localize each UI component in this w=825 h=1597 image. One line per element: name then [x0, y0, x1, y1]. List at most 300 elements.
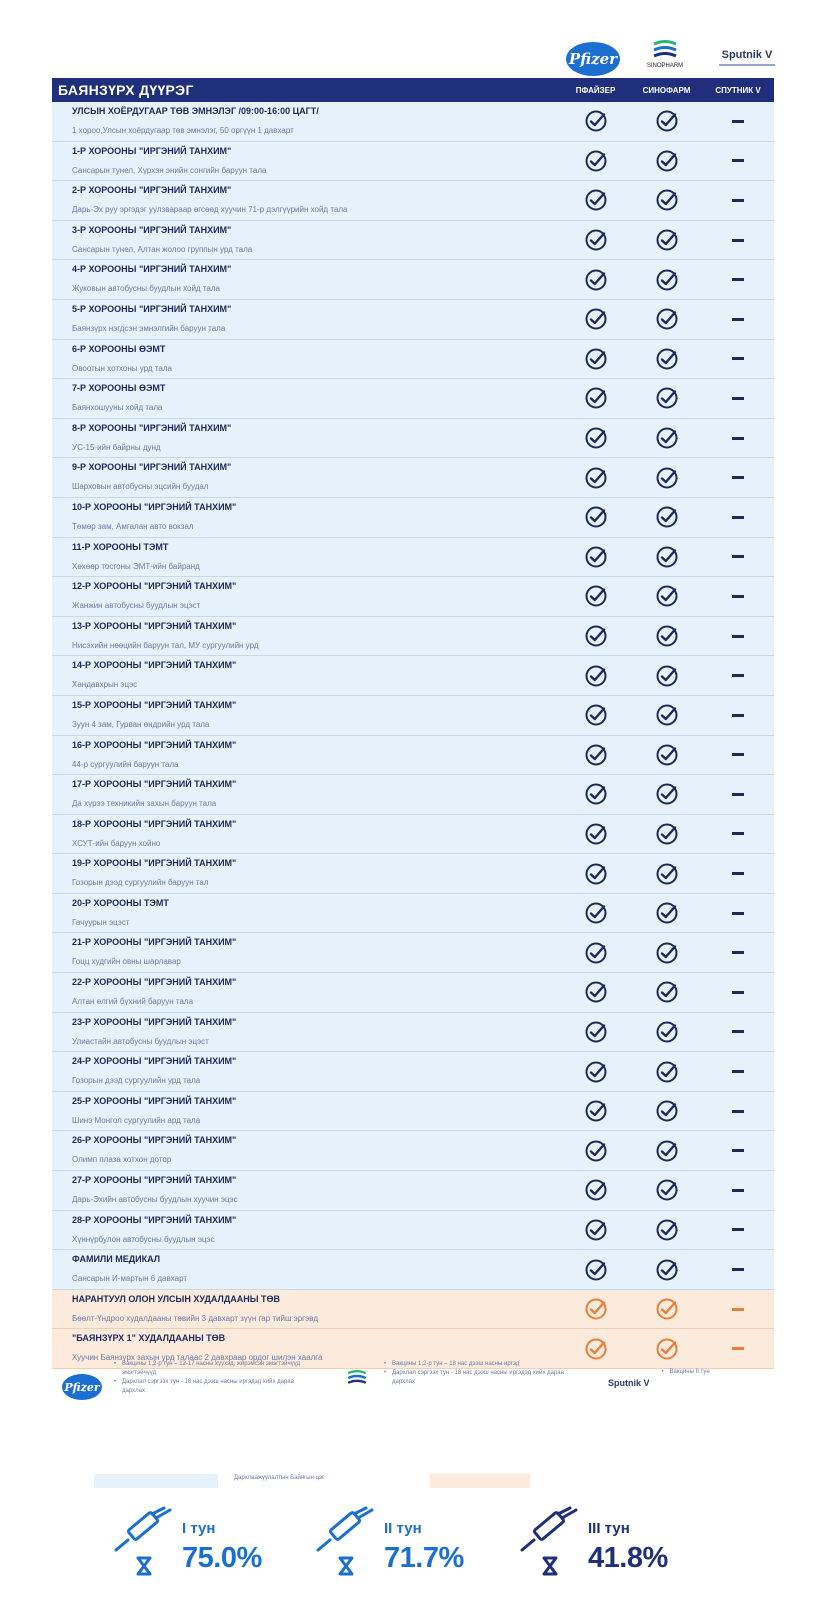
sputnik-note	[608, 1360, 762, 1388]
location-name: 8-Р ХОРООНЫ "ИРГЭНИЙ ТАНХИМ"	[72, 422, 232, 433]
check-circle-icon	[584, 109, 608, 133]
location-info	[52, 736, 560, 775]
table-row	[52, 379, 774, 419]
dash-icon	[732, 1308, 744, 1311]
check-circle-icon	[655, 624, 679, 648]
sinopharm-availability	[631, 1211, 702, 1250]
location-info	[52, 1290, 560, 1329]
location-address: Улиастайн автобусны буудлын эцэст	[72, 1036, 209, 1046]
sinopharm-availability	[631, 815, 702, 854]
pfizer-availability	[560, 1131, 631, 1170]
pfizer-availability	[560, 340, 631, 379]
sinopharm-note-item: • Дархлал сэргээх тун - 18 нас дээш насны иргэдэд хийх дараа дархлах	[384, 1369, 584, 1387]
location-address: Баянхошууны хойд тала	[72, 403, 163, 413]
location-address: Дарь-Эхийн автобусны буудлын хуучин эцэс	[72, 1195, 238, 1205]
dash-icon	[732, 1110, 744, 1113]
check-circle-icon	[584, 466, 608, 490]
location-name: 5-Р ХОРООНЫ "ИРГЭНИЙ ТАНХИМ"	[72, 303, 232, 314]
check-circle-icon	[584, 901, 608, 925]
location-name: 17-Р ХОРООНЫ "ИРГЭНИЙ ТАНХИМ"	[72, 779, 237, 790]
location-info	[52, 498, 560, 537]
dash-icon	[732, 397, 744, 400]
location-name: 15-Р ХОРООНЫ "ИРГЭНИЙ ТАНХИМ"	[72, 699, 237, 710]
location-name: 4-Р ХОРООНЫ "ИРГЭНИЙ ТАНХИМ"	[72, 264, 232, 275]
legend-orange-swatch	[430, 1474, 530, 1488]
sinopharm-availability	[631, 1171, 702, 1210]
pfizer-availability	[560, 1092, 631, 1131]
table-row	[52, 181, 774, 221]
location-name: 22-Р ХОРООНЫ "ИРГЭНИЙ ТАНХИМ"	[72, 977, 237, 988]
check-circle-icon	[584, 743, 608, 767]
sinopharm-availability	[631, 260, 702, 299]
legend-blue-swatch	[94, 1474, 218, 1488]
sputnik-note-list	[662, 1368, 762, 1377]
pfizer-availability	[560, 577, 631, 616]
pfizer-availability	[560, 419, 631, 458]
sinopharm-availability	[631, 617, 702, 656]
location-name: 21-Р ХОРООНЫ "ИРГЭНИЙ ТАНХИМ"	[72, 937, 237, 948]
check-circle-icon	[655, 862, 679, 886]
pfizer-note-item: • Вакцины 1,2-р тун – 12-17 насны хүүхэд, жирэмсэн эмэгтэйчүүд эмэгтэйчүүд	[114, 1360, 314, 1378]
location-address: 1 хороо,Улсын хоёрдугаар төв эмнэлэг, 50 оргүүн 1 давхарт	[72, 126, 294, 135]
location-info	[52, 1171, 560, 1210]
column-header-sinopharm: СИНОФАРМ	[642, 85, 691, 95]
location-info	[52, 1131, 560, 1170]
vaccine-notes	[52, 1360, 774, 1416]
location-info	[52, 1013, 560, 1052]
sinopharm-note-item: • Вакцины 1,2-р тун – 18 нас дээш насны иргэд	[384, 1360, 584, 1369]
pfizer-availability	[560, 260, 631, 299]
location-info	[52, 577, 560, 616]
pfizer-availability	[560, 1250, 631, 1289]
location-name: 2-Р ХОРООНЫ "ИРГЭНИЙ ТАНХИМ"	[72, 185, 232, 196]
location-address: Шарховын автобусны эцсийн буудал	[72, 482, 209, 492]
dash-icon	[732, 555, 744, 558]
sinopharm-note	[342, 1360, 584, 1402]
location-address: Сансарын тунел, Алтан жолоо группын урд тала	[72, 244, 253, 254]
check-circle-icon	[655, 782, 679, 806]
location-info	[52, 379, 560, 418]
sputnik-availability	[702, 181, 774, 220]
pfizer-note-logo	[62, 1374, 102, 1400]
location-info	[52, 696, 560, 735]
location-info	[52, 538, 560, 577]
vaccination-points-table	[52, 78, 774, 1369]
table-row	[52, 736, 774, 776]
location-info	[52, 102, 560, 141]
table-row	[52, 498, 774, 538]
location-name: "БАЯНЗҮРХ 1" ХУДАЛДААНЫ ТӨВ	[72, 1333, 226, 1344]
table-row	[52, 933, 774, 973]
table-row	[52, 1092, 774, 1132]
sinopharm-availability	[631, 1092, 702, 1131]
syringe-icon	[110, 1506, 178, 1578]
table-row	[52, 102, 774, 142]
table-row	[52, 1131, 774, 1171]
legend-blue-label: Дархлаажуулалтын Байнгын цэг	[234, 1475, 325, 1481]
table-row	[52, 1211, 774, 1251]
location-address: Сансарын И-мартын 6 давхарт	[72, 1274, 188, 1284]
pfizer-availability	[560, 538, 631, 577]
location-info	[52, 458, 560, 497]
location-info	[52, 260, 560, 299]
check-circle-icon	[584, 822, 608, 846]
sinopharm-availability	[631, 142, 702, 181]
sinopharm-waves-icon	[345, 1368, 369, 1388]
location-info	[52, 181, 560, 220]
sputnik-availability	[702, 102, 774, 141]
sputnik-availability	[702, 340, 774, 379]
pfizer-availability	[560, 1013, 631, 1052]
location-name: 26-Р ХОРООНЫ "ИРГЭНИЙ ТАНХИМ"	[72, 1135, 237, 1146]
pfizer-availability	[560, 458, 631, 497]
pfizer-logo-text: Pfizer	[568, 50, 618, 68]
pfizer-availability	[560, 815, 631, 854]
check-circle-icon	[584, 1337, 608, 1361]
location-info	[52, 775, 560, 814]
location-info	[52, 340, 560, 379]
dash-icon	[732, 674, 744, 677]
stat-dose-label: I тун	[182, 1520, 216, 1537]
location-name: 25-Р ХОРООНЫ "ИРГЭНИЙ ТАНХИМ"	[72, 1095, 237, 1106]
check-circle-icon	[655, 901, 679, 925]
table-row	[52, 1171, 774, 1211]
check-circle-icon	[655, 703, 679, 727]
location-address: Хандавхрын эцэс	[72, 680, 138, 690]
pfizer-availability	[560, 933, 631, 972]
pfizer-availability	[560, 854, 631, 893]
dash-icon	[732, 595, 744, 598]
sputnik-availability	[702, 498, 774, 537]
sputnik-availability	[702, 1290, 774, 1329]
dash-icon	[732, 1070, 744, 1073]
table-row	[52, 656, 774, 696]
dash-icon	[732, 635, 744, 638]
pfizer-note-list	[114, 1360, 314, 1396]
dash-icon	[732, 278, 744, 281]
sinopharm-availability	[631, 656, 702, 695]
check-circle-icon	[584, 1060, 608, 1084]
check-circle-icon	[584, 347, 608, 371]
check-circle-icon	[655, 109, 679, 133]
sputnik-note-logo: Sputnik V	[608, 1378, 650, 1388]
table-row	[52, 617, 774, 657]
dash-icon	[732, 1228, 744, 1231]
sputnik-availability	[702, 1211, 774, 1250]
check-circle-icon	[655, 545, 679, 569]
sputnik-availability	[702, 973, 774, 1012]
sinopharm-availability	[631, 1013, 702, 1052]
location-address: УС-15-ийн байрны дунд	[72, 442, 161, 452]
check-circle-icon	[584, 624, 608, 648]
location-name: 18-Р ХОРООНЫ "ИРГЭНИЙ ТАНХИМ"	[72, 818, 237, 829]
location-address: Шинэ Монгол сургуулийн ард тала	[72, 1115, 201, 1125]
dash-icon	[732, 1347, 744, 1350]
pfizer-availability	[560, 894, 631, 933]
sputnik-availability	[702, 815, 774, 854]
table-row	[52, 1250, 774, 1290]
location-address: Жанжин автобусны буудлын эцэст	[72, 601, 201, 611]
check-circle-icon	[584, 545, 608, 569]
check-circle-icon	[655, 307, 679, 331]
sinopharm-availability	[631, 458, 702, 497]
check-circle-icon	[584, 1258, 608, 1282]
location-name: УЛСЫН ХОЁРДУГААР ТӨВ ЭМНЭЛЭГ /09:00-16:00 ЦАГТ/	[72, 106, 319, 116]
pfizer-availability	[560, 221, 631, 260]
location-address: Овоотын хотхоны урд тала	[72, 363, 172, 373]
sinopharm-availability	[631, 102, 702, 141]
location-info	[52, 221, 560, 260]
check-circle-icon	[584, 941, 608, 965]
location-info	[52, 142, 560, 181]
sputnik-availability	[702, 379, 774, 418]
sputnik-availability	[702, 1171, 774, 1210]
dash-icon	[732, 832, 744, 835]
sinopharm-availability	[631, 973, 702, 1012]
location-name: 3-Р ХОРООНЫ "ИРГЭНИЙ ТАНХИМ"	[72, 224, 232, 235]
sputnik-availability	[702, 300, 774, 339]
location-name: 9-Р ХОРООНЫ "ИРГЭНИЙ ТАНХИМ"	[72, 462, 232, 473]
location-name: 19-Р ХОРООНЫ "ИРГЭНИЙ ТАНХИМ"	[72, 858, 237, 869]
dash-icon	[732, 476, 744, 479]
check-circle-icon	[584, 1297, 608, 1321]
vaccination-stats	[0, 1498, 825, 1588]
stat-dose-2	[312, 1498, 512, 1588]
check-circle-icon	[655, 228, 679, 252]
table-row	[52, 458, 774, 498]
location-address: Жуковын автобусны буудлын хойд тала	[72, 284, 220, 294]
check-circle-icon	[584, 426, 608, 450]
check-circle-icon	[584, 1099, 608, 1123]
sputnik-availability	[702, 1131, 774, 1170]
sputnik-availability	[702, 538, 774, 577]
check-circle-icon	[655, 1218, 679, 1242]
sputnik-availability	[702, 854, 774, 893]
table-row	[52, 1013, 774, 1053]
sinopharm-availability	[631, 498, 702, 537]
sinopharm-availability	[631, 221, 702, 260]
location-address: Гозорын дээд сургуулийн баруун тал	[72, 878, 209, 888]
check-circle-icon	[584, 703, 608, 727]
table-row	[52, 538, 774, 578]
sputnik-availability	[702, 1250, 774, 1289]
pfizer-availability	[560, 1290, 631, 1329]
pfizer-note-item: • Дархлал сэргээх тун - 18 нас дээш насны иргэдэд хийх дараа дархлах	[114, 1378, 314, 1396]
location-address: 44-р сургуулийн баруун тала	[72, 759, 179, 769]
check-circle-icon	[655, 1020, 679, 1044]
sputnik-availability	[702, 419, 774, 458]
location-address: Нисэхийн нөөцийн баруун тал, МУ сургуулийн урд	[72, 640, 259, 650]
check-circle-icon	[655, 1099, 679, 1123]
check-circle-icon	[655, 584, 679, 608]
check-circle-icon	[584, 505, 608, 529]
check-circle-icon	[584, 307, 608, 331]
table-row	[52, 894, 774, 934]
check-circle-icon	[584, 1139, 608, 1163]
column-header-pfizer: ПФАЙЗЕР	[575, 85, 616, 95]
sinopharm-availability	[631, 775, 702, 814]
table-row	[52, 854, 774, 894]
sputnik-availability	[702, 894, 774, 933]
location-info	[52, 419, 560, 458]
dash-icon	[732, 793, 744, 796]
location-name: НАРАНТУУЛ ОЛОН УЛСЫН ХУДАЛДААНЫ ТӨВ	[72, 1293, 281, 1304]
dash-icon	[732, 239, 744, 242]
stat-dose-value: 75.0%	[182, 1542, 262, 1574]
check-circle-icon	[584, 1218, 608, 1242]
sputnik-availability	[702, 458, 774, 497]
column-header-sputnik: СПУТНИК V	[715, 85, 761, 95]
check-circle-icon	[655, 664, 679, 688]
sputnik-availability	[702, 736, 774, 775]
check-circle-icon	[655, 1139, 679, 1163]
sputnik-logo-underline	[719, 64, 775, 66]
location-name: 28-Р ХОРООНЫ "ИРГЭНИЙ ТАНХИМ"	[72, 1214, 237, 1225]
location-address: Алтан өлгий бүхний баруун тала	[72, 997, 194, 1007]
sinopharm-availability	[631, 419, 702, 458]
dash-icon	[732, 753, 744, 756]
check-circle-icon	[655, 1178, 679, 1202]
check-circle-icon	[655, 386, 679, 410]
sinopharm-availability	[631, 577, 702, 616]
sinopharm-logo-text: SINOPHARM	[646, 63, 684, 69]
pfizer-availability	[560, 102, 631, 141]
check-circle-icon	[655, 268, 679, 292]
sputnik-availability	[702, 1092, 774, 1131]
dash-icon	[732, 1149, 744, 1152]
check-circle-icon	[584, 1020, 608, 1044]
sinopharm-availability	[631, 1250, 702, 1289]
location-info	[52, 1211, 560, 1250]
table-row	[52, 973, 774, 1013]
table-row	[52, 340, 774, 380]
pfizer-availability	[560, 973, 631, 1012]
syringe-icon	[312, 1506, 380, 1578]
check-circle-icon	[584, 782, 608, 806]
sinopharm-availability	[631, 696, 702, 735]
pfizer-availability	[560, 498, 631, 537]
check-circle-icon	[584, 980, 608, 1004]
sinopharm-availability	[631, 894, 702, 933]
location-info	[52, 894, 560, 933]
location-info	[52, 300, 560, 339]
dash-icon	[732, 199, 744, 202]
check-circle-icon	[584, 862, 608, 886]
table-body	[52, 102, 774, 1369]
pfizer-availability	[560, 300, 631, 339]
sinopharm-availability	[631, 1131, 702, 1170]
location-info	[52, 1250, 560, 1289]
sinopharm-availability	[631, 1052, 702, 1091]
dash-icon	[732, 1189, 744, 1192]
check-circle-icon	[655, 1297, 679, 1321]
location-name: 11-Р ХОРООНЫ ТЭМТ	[72, 541, 169, 552]
stat-dose-value: 41.8%	[588, 1542, 668, 1574]
table-row	[52, 260, 774, 300]
pfizer-logo	[566, 42, 620, 76]
dash-icon	[732, 318, 744, 321]
location-address: Гачуурын эцэст	[72, 917, 130, 927]
check-circle-icon	[655, 426, 679, 450]
sputnik-availability	[702, 933, 774, 972]
dash-icon	[732, 991, 744, 994]
table-row	[52, 775, 774, 815]
sputnik-availability	[702, 1013, 774, 1052]
check-circle-icon	[655, 822, 679, 846]
sinopharm-availability	[631, 1290, 702, 1329]
location-address: Да хүрээ техникийн захын баруун тала	[72, 799, 217, 809]
check-circle-icon	[655, 347, 679, 371]
pfizer-availability	[560, 775, 631, 814]
location-name: 14-Р ХОРООНЫ "ИРГЭНИЙ ТАНХИМ"	[72, 660, 237, 671]
sputnik-availability	[702, 617, 774, 656]
sinopharm-availability	[631, 340, 702, 379]
check-circle-icon	[655, 149, 679, 173]
location-address: Бөөлт-Үндроо худалдааны төвийн 3 давхарт зүүн гар тийш эргэвд	[72, 1313, 318, 1323]
sinopharm-availability	[631, 379, 702, 418]
dash-icon	[732, 357, 744, 360]
location-name: 7-Р ХОРООНЫ ӨЭМТ	[72, 383, 166, 394]
syringe-icon	[516, 1506, 584, 1578]
location-name: 13-Р ХОРООНЫ "ИРГЭНИЙ ТАНХИМ"	[72, 620, 237, 631]
stat-dose-label: II тун	[384, 1520, 422, 1537]
check-circle-icon	[584, 584, 608, 608]
sinopharm-availability	[631, 300, 702, 339]
location-name: 23-Р ХОРООНЫ "ИРГЭНИЙ ТАНХИМ"	[72, 1016, 237, 1027]
table-row	[52, 1290, 774, 1330]
pfizer-availability	[560, 142, 631, 181]
pfizer-note	[62, 1360, 314, 1400]
dash-icon	[732, 437, 744, 440]
pfizer-availability	[560, 181, 631, 220]
location-name: 27-Р ХОРООНЫ "ИРГЭНИЙ ТАНХИМ"	[72, 1175, 237, 1186]
location-info	[52, 617, 560, 656]
check-circle-icon	[584, 149, 608, 173]
location-name: ФАМИЛИ МЕДИКАЛ	[72, 1254, 161, 1265]
dash-icon	[732, 1030, 744, 1033]
location-info	[52, 1092, 560, 1131]
location-address: Хүннүрбулон автобусны буудлын эцэс	[72, 1234, 215, 1244]
stat-dose-label: III тун	[588, 1520, 630, 1537]
location-info	[52, 1052, 560, 1091]
check-circle-icon	[584, 664, 608, 688]
location-address: Сансарын тунел, Хүрхэн энийн сонгийн баруун тала	[72, 165, 267, 175]
pfizer-note-logo-text: Pfizer	[64, 1380, 100, 1394]
dash-icon	[732, 159, 744, 162]
pfizer-availability	[560, 696, 631, 735]
sinopharm-note-logo	[342, 1368, 372, 1402]
check-circle-icon	[584, 1178, 608, 1202]
location-address: Гоцц худгийн овны шарлавар	[72, 957, 181, 967]
pfizer-availability	[560, 736, 631, 775]
sinopharm-availability	[631, 181, 702, 220]
sputnik-logo-text: Sputnik V	[721, 48, 773, 61]
location-name: 24-Р ХОРООНЫ "ИРГЭНИЙ ТАНХИМ"	[72, 1056, 237, 1067]
sputnik-availability	[702, 775, 774, 814]
location-name: 12-Р ХОРООНЫ "ИРГЭНИЙ ТАНХИМ"	[72, 581, 237, 592]
sputnik-availability	[702, 696, 774, 735]
sinopharm-note-list	[384, 1360, 584, 1387]
stat-dose-3	[516, 1498, 716, 1588]
sinopharm-availability	[631, 736, 702, 775]
check-circle-icon	[655, 941, 679, 965]
check-circle-icon	[655, 1060, 679, 1084]
table-row	[52, 221, 774, 261]
pfizer-availability	[560, 1211, 631, 1250]
table-row	[52, 577, 774, 617]
pfizer-availability	[560, 1052, 631, 1091]
check-circle-icon	[655, 505, 679, 529]
